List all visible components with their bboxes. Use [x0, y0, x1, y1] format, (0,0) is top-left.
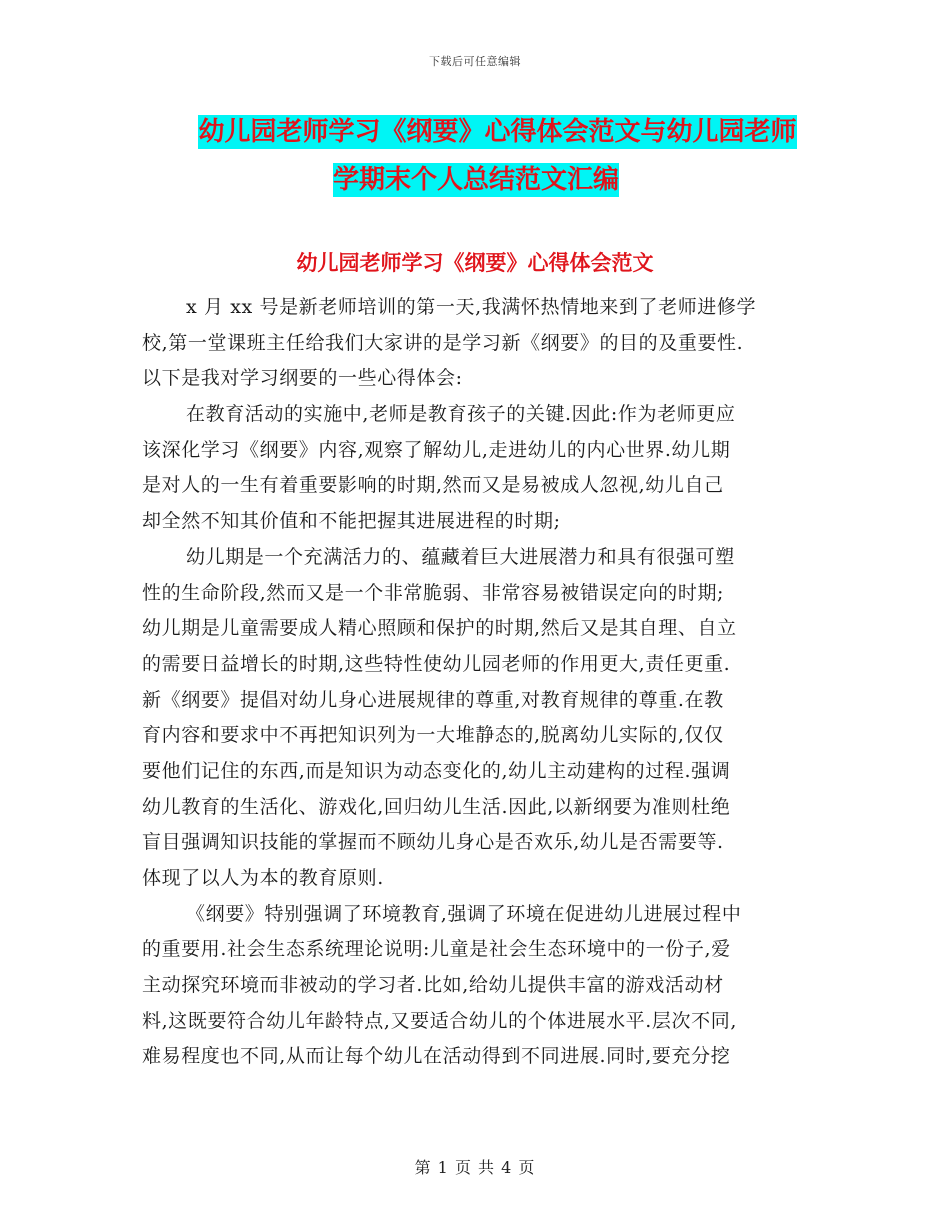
- body-line: 新《纲要》提倡对幼儿身心进展规律的尊重,对教育规律的尊重.在教: [142, 688, 724, 711]
- body-line: 要他们记住的东西,而是知识为动态变化的,幼儿主动建构的过程.强调: [142, 759, 731, 782]
- body-line: 盲目强调知识技能的掌握而不顾幼儿身心是否欢乐,幼儿是否需要等.: [142, 831, 724, 854]
- body-line: 以下是我对学习纲要的一些心得体会:: [142, 367, 463, 390]
- header-note: 下载后可任意编辑: [429, 55, 521, 68]
- body-line: 的重要用.社会生态系统理论说明:儿童是社会生态环境中的一份子,爱: [142, 938, 731, 961]
- body-line: 幼儿教育的生活化、游戏化,回归幼儿生活.因此,以新纲要为准则杜绝: [142, 795, 731, 818]
- body-line: 校,第一堂课班主任给我们大家讲的是学习新《纲要》的目的及重要性.: [142, 331, 744, 354]
- body-line: 料,这既要符合幼儿年龄特点,又要适合幼儿的个体进展水平.层次不同,: [142, 1009, 737, 1032]
- document-title: [0, 108, 950, 204]
- page-number-footer: 第 1 页 共 4 页: [414, 1158, 536, 1177]
- body-line: x 月 xx 号是新老师培训的第一天,我满怀热情地来到了老师进修学: [186, 296, 757, 318]
- body-line: 幼儿期是一个充满活力的、蕴藏着巨大进展潜力和具有很强可塑: [186, 545, 735, 568]
- body-line: 难易程度也不同,从而让每个幼儿在活动得到不同进展.同时,要充分挖: [142, 1045, 731, 1068]
- body-line: 幼儿期是儿童需要成人精心照顾和保护的时期,然后又是其自理、自立: [142, 617, 737, 640]
- body-line: 体现了以人为本的教育原则.: [142, 867, 384, 889]
- body-line: 育内容和要求中不再把知识列为一大堆静态的,脱离幼儿实际的,仅仅: [142, 724, 724, 747]
- body-line: 却全然不知其价值和不能把握其进展进程的时期;: [142, 510, 561, 533]
- document-body: [142, 290, 812, 1075]
- title-line-1: 幼儿园老师学习《纲要》心得体会范文与幼儿园老师: [198, 117, 797, 147]
- body-line: 主动探究环境而非被动的学习者.比如,给幼儿提供丰富的游戏活动材: [142, 974, 724, 997]
- body-line: 该深化学习《纲要》内容,观察了解幼儿,走进幼儿的内心世界.幼儿期: [142, 438, 731, 461]
- title-line-2: 学期末个人总结范文汇编: [332, 165, 619, 195]
- body-line: 性的生命阶段,然而又是一个非常脆弱、非常容易被错误定向的时期;: [142, 581, 725, 604]
- body-line: 《纲要》特别强调了环境教育,强调了环境在促进幼儿进展过程中: [186, 902, 742, 925]
- body-line: 的需要日益增长的时期,这些特性使幼儿园老师的作用更大,责任更重.: [142, 652, 731, 675]
- section-title: 幼儿园老师学习《纲要》心得体会范文: [296, 251, 654, 275]
- body-line: 在教育活动的实施中,老师是教育孩子的关键.因此:作为老师更应: [186, 403, 736, 426]
- body-line: 是对人的一生有着重要影响的时期,然而又是易被成人忽视,幼儿自己: [142, 474, 724, 497]
